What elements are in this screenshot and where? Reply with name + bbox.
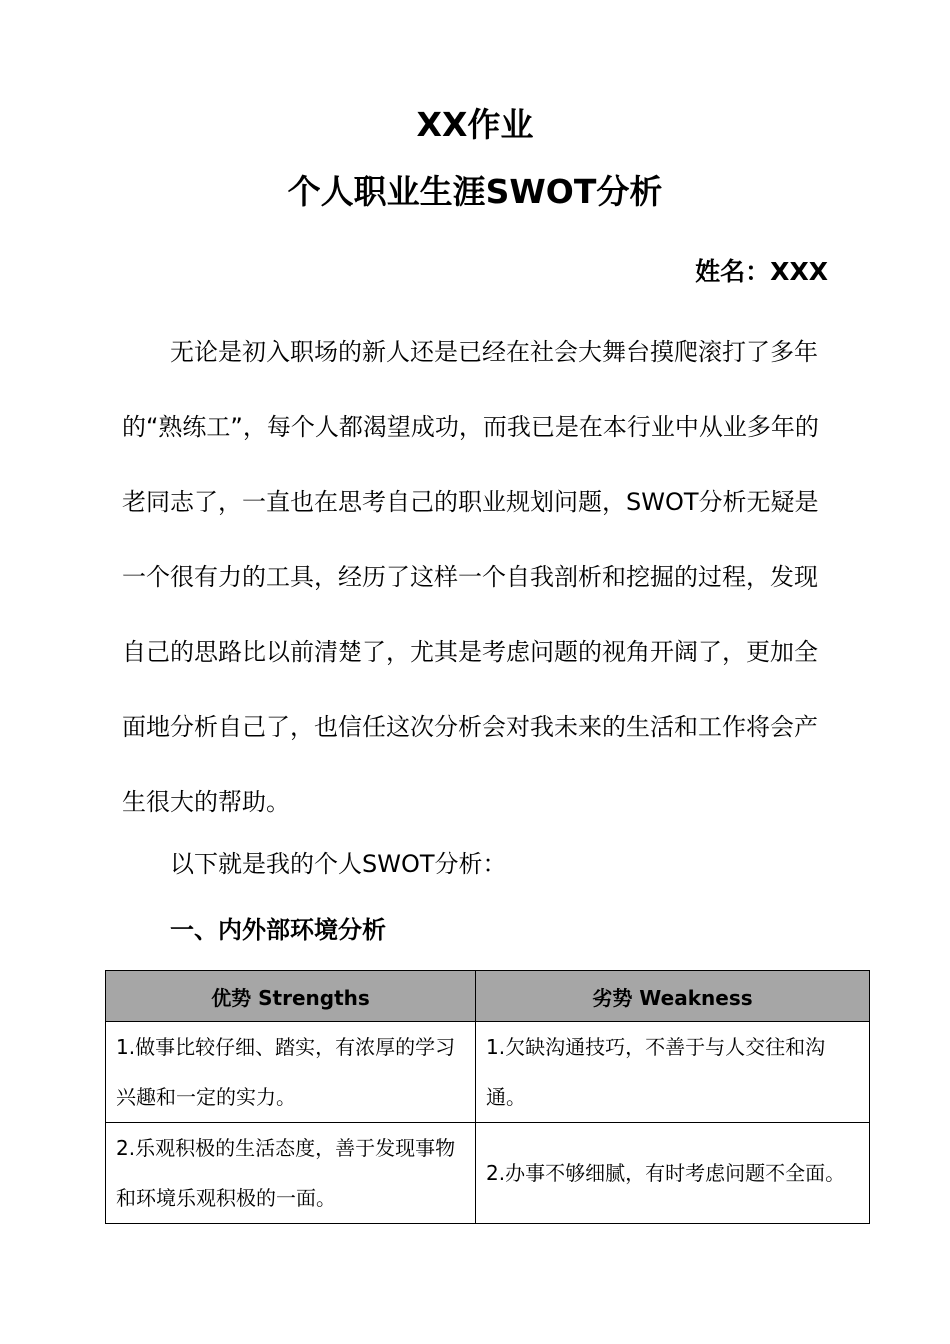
table-row (106, 1022, 870, 1123)
weakness-text: 1.欠缺沟通技巧，不善于与人交往和沟通。 (486, 1035, 826, 1109)
weakness-header: 劣势 Weakness (476, 971, 870, 1022)
section-heading: 一、内外部环境分析 (170, 916, 386, 944)
table-row (106, 1123, 870, 1224)
intro-paragraph: 无论是初入职场的新人还是已经在社会大舞台摸爬滚打了多年的“熟练工”，每个人都渴望成功，而我已是在本行业中从业多年的老同志了，一直也在思考自己的职业规划问题，SWOT分析无疑是一个很有力的工具，经历了这样一个自我剖析和挖掘的过程，发现自己的思路比以前清楚了，尤其是考虑问题的视角开阔了，更加全面地分析自己了，也信任这次分析会对我未来的生活和工作将会产生很大的帮助。 (122, 338, 819, 816)
author-name: 姓名：XXX (695, 257, 828, 286)
strength-text: 1.做事比较仔细、踏实，有浓厚的学习兴趣和一定的实力。 (116, 1035, 456, 1109)
strength-text: 2.乐观积极的生活态度，善于发现事物和环境乐观积极的一面。 (116, 1136, 456, 1210)
strength-cell (106, 1022, 476, 1123)
strengths-header: 优势 Strengths (106, 971, 476, 1022)
document-title-line2: 个人职业生涯SWOT分析 (287, 172, 663, 211)
weakness-cell (476, 1123, 870, 1224)
document-title-line1: XX作业 (416, 105, 534, 144)
weakness-text: 2.办事不够细腻，有时考虑问题不全面。 (486, 1161, 846, 1185)
weakness-cell (476, 1022, 870, 1123)
table-header-row (106, 971, 870, 1022)
swot-table (105, 970, 870, 1224)
lead-sentence: 以下就是我的个人SWOT分析： (170, 850, 507, 878)
strength-cell (106, 1123, 476, 1224)
